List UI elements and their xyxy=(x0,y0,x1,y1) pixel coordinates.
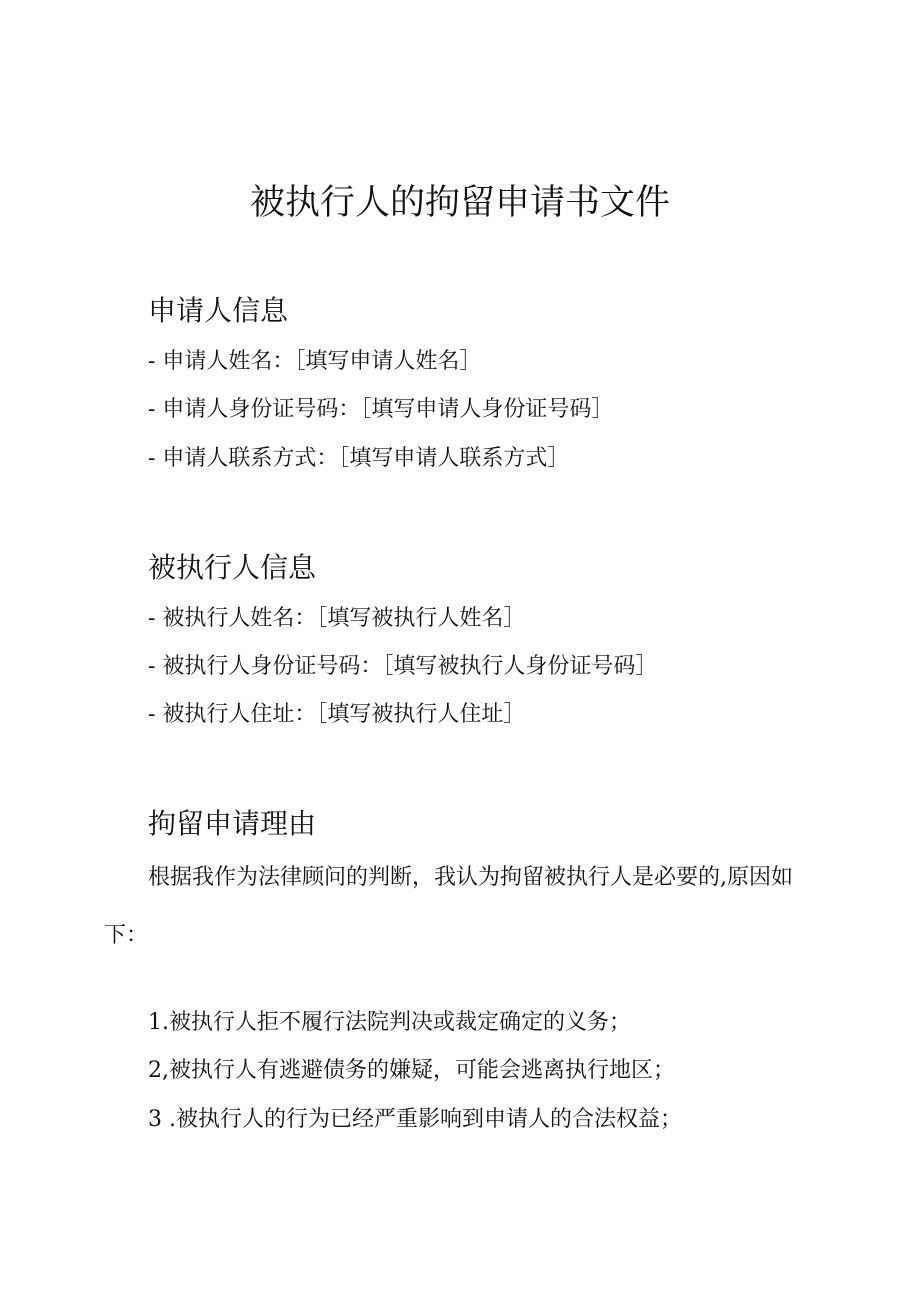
document-title: 被执行人的拘留申请书文件 xyxy=(249,183,670,223)
reason-item-1: 1.被执行人拒不履行法院判决或裁定确定的义务； xyxy=(148,1010,631,1035)
section-heading-applicant: 申请人信息 xyxy=(148,294,289,327)
applicant-name-line: - 申请人姓名：［填写申请人姓名］ xyxy=(148,349,482,374)
applicant-contact-line: - 申请人联系方式：［填写申请人联系方式］ xyxy=(148,446,570,471)
reasons-intro-paragraph: 根据我作为法律顾问的判断，我认为拘留被执行人是必要的,原因如下： xyxy=(104,865,793,948)
respondent-name-line: - 被执行人姓名：［填写被执行人姓名］ xyxy=(148,606,526,631)
section-heading-reasons: 拘留申请理由 xyxy=(148,807,317,840)
reason-item-2: 2,被执行人有逃避债务的嫌疑，可能会逃离执行地区； xyxy=(148,1058,675,1083)
respondent-address-line: - 被执行人住址：［填写被执行人住址］ xyxy=(148,702,526,727)
section-heading-respondent: 被执行人信息 xyxy=(148,551,317,584)
applicant-id-line: - 申请人身份证号码：［填写申请人身份证号码］ xyxy=(148,397,614,422)
reason-item-3: 3 .被执行人的行为已经严重影响到申请人的合法权益； xyxy=(148,1107,682,1132)
respondent-id-line: - 被执行人身份证号码：［填写被执行人身份证号码］ xyxy=(148,654,658,679)
